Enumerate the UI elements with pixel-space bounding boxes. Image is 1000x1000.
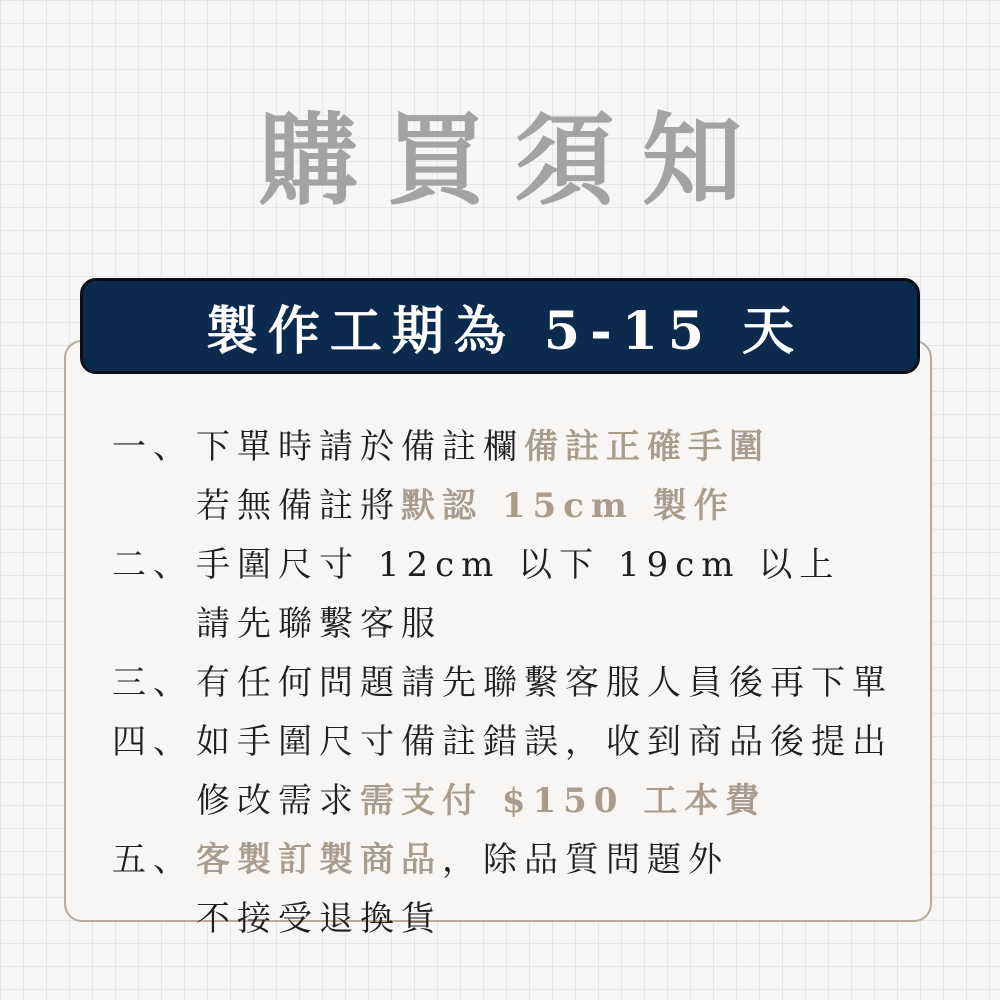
rule-text-segment: 請先聯繫客服 <box>196 604 442 644</box>
rule-continuation-line <box>112 886 912 945</box>
rules-list <box>112 414 912 945</box>
rule-text <box>196 537 840 586</box>
rule-text-segment: 下單時請於備註欄 <box>196 427 524 467</box>
page-title: 購買須知 <box>258 101 770 219</box>
rule-text-segment: ，除品質問題外 <box>442 840 729 880</box>
rule-text <box>196 478 735 527</box>
rule-text <box>196 773 766 822</box>
highlighted-text: 備註正確手圍 <box>524 427 770 467</box>
rule-text-segment: 若無備註將 <box>196 486 401 526</box>
rule-text <box>196 891 442 940</box>
rule-line <box>112 709 912 768</box>
rule-continuation-line <box>112 768 912 827</box>
highlighted-text: 默認 15cm 製作 <box>401 486 735 526</box>
rule-text-segment: 修改需求 <box>196 781 360 821</box>
rule-text <box>196 655 893 704</box>
rule-text-segment: 有任何問題請先聯繫客服人員後再下單 <box>196 663 893 703</box>
rule-number: 二、 <box>112 545 194 585</box>
rule-text <box>196 714 893 763</box>
rule-text-segment: 不接受退換貨 <box>196 899 442 939</box>
rule-line <box>112 414 912 473</box>
rule-number: 五、 <box>112 840 194 880</box>
rule-number: 一、 <box>112 427 194 467</box>
rule-text <box>196 832 729 881</box>
rule-continuation-line <box>112 473 912 532</box>
production-time-banner: 製作工期為 5-15 天 <box>80 278 920 374</box>
rule-line <box>112 650 912 709</box>
rule-number: 三、 <box>112 663 194 703</box>
rule-text-segment: 如手圍尺寸備註錯誤，收到商品後提出 <box>196 722 893 762</box>
rule-line <box>112 532 912 591</box>
rule-continuation-line <box>112 591 912 650</box>
rule-text <box>196 419 770 468</box>
highlighted-text: 客製訂製商品 <box>196 840 442 880</box>
highlighted-text: 需支付 $150 工本費 <box>360 781 767 821</box>
rule-text-segment: 手圍尺寸 12cm 以下 19cm 以上 <box>196 545 841 585</box>
rule-text <box>196 596 442 645</box>
rule-line <box>112 827 912 886</box>
rule-number: 四、 <box>112 722 194 762</box>
